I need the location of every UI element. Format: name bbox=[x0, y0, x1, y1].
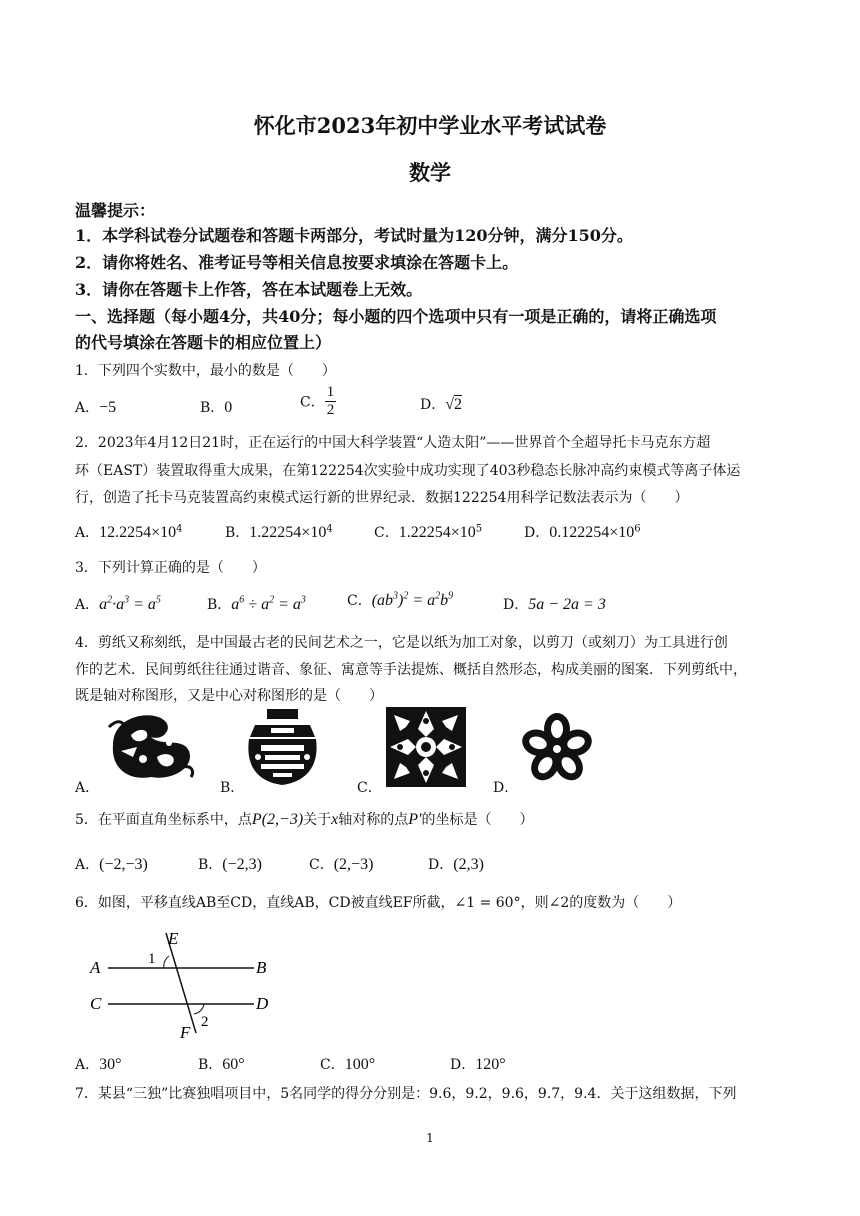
q6-option-c bbox=[320, 1054, 375, 1074]
q3-option-b: B．$a^6 \div a^2 = a^3$ bbox=[207, 594, 306, 613]
option-label: C． bbox=[320, 1057, 345, 1073]
q5-option-d bbox=[428, 854, 484, 874]
option-label: C． bbox=[347, 593, 372, 609]
label-angle-1: 1 bbox=[148, 951, 156, 967]
line-ef bbox=[166, 933, 196, 1033]
label-angle-2: 2 bbox=[201, 1014, 209, 1030]
q5-d-value: (2,3) bbox=[453, 856, 484, 873]
label-b: B bbox=[256, 958, 267, 977]
tip-1: 1．本学科试卷分试题卷和答题卡两部分，考试时量为120分钟，满分150分。 bbox=[75, 226, 633, 245]
section1-line1: 一、选择题（每小题4分，共40分；每小题的四个选项中只有一项是正确的，请将正确选项 bbox=[75, 307, 717, 326]
denominator: 2 bbox=[326, 402, 335, 418]
q4-option-a-label: A． bbox=[75, 780, 100, 796]
q6-a-value: 30° bbox=[99, 1056, 122, 1073]
label-f: F bbox=[180, 1023, 191, 1042]
q1-stem: 1．下列四个实数中，最小的数是（ ） bbox=[75, 363, 336, 379]
q2-option-b bbox=[225, 522, 333, 542]
q2-line3: 行，创造了托卡马克装置高约束模式运行新的世界纪录．数据122254用科学记数法表示为（ ） bbox=[75, 490, 689, 506]
q5-post: 的坐标是（ ） bbox=[421, 812, 534, 828]
q5-option-c bbox=[309, 854, 373, 874]
q3-option-c: C．$(ab^3)^2 = a^2b^9$ bbox=[347, 590, 454, 609]
option-label: C． bbox=[300, 394, 325, 411]
q4-option-d-label: D． bbox=[493, 780, 519, 796]
q1-option-d bbox=[420, 394, 462, 414]
q6-option-b bbox=[198, 1054, 245, 1074]
sqrt-symbol: √ bbox=[445, 396, 455, 413]
q1-b-value: 0 bbox=[224, 399, 233, 416]
q3-option-d bbox=[503, 594, 606, 614]
option-label: B． bbox=[207, 597, 232, 613]
papercut-image-d bbox=[522, 712, 592, 784]
q5-a-value: (−2,−3) bbox=[99, 856, 148, 873]
q5-point2: P′ bbox=[408, 811, 422, 828]
option-label: A． bbox=[75, 857, 100, 873]
tip-3: 3．请你在答题卡上作答，答在本试题卷上无效。 bbox=[75, 280, 423, 299]
option-label: B． bbox=[198, 857, 223, 873]
option-label: C． bbox=[309, 857, 334, 873]
option-label: D． bbox=[420, 397, 446, 413]
q2-d-exp: 6 bbox=[634, 523, 641, 535]
q4-line3: 既是轴对称图形，又是中心对称图形的是（ ） bbox=[75, 688, 383, 704]
q5-pre: 5．在平面直角坐标系中，点 bbox=[75, 812, 252, 828]
q5-option-b bbox=[198, 854, 262, 874]
q3-option-a: A．$a^2\cdot a^3 = a^5$ bbox=[75, 594, 161, 613]
q4-option-c-label: C． bbox=[357, 780, 382, 796]
option-label: D． bbox=[503, 597, 529, 613]
option-label: A． bbox=[75, 1057, 100, 1073]
angle-2-arc bbox=[194, 1004, 204, 1014]
q2-a-exp: 4 bbox=[176, 523, 183, 535]
option-label: D． bbox=[450, 1057, 476, 1073]
q5-axis: x bbox=[331, 811, 339, 828]
option-label: A． bbox=[75, 597, 100, 613]
q4-line1: 4．剪纸又称刻纸，是中国最古老的民间艺术之一，它是以纸为加工对象，以剪刀（或刻刀）为工具进行创 bbox=[75, 635, 728, 651]
label-c: C bbox=[90, 994, 102, 1013]
q1-option-b bbox=[200, 397, 232, 417]
papercut-image-c bbox=[386, 707, 466, 787]
q4-line2: 作的艺术．民间剪纸往往通过谐音、象征、寓意等手法提炼、概括自然形态，构成美丽的图案．下列剪纸中， bbox=[75, 662, 747, 678]
q3-d-expr: 5a − 2a = 3 bbox=[528, 596, 606, 613]
exam-title: 怀化市2023年初中学业水平考试试卷 bbox=[253, 113, 607, 138]
q1-a-value: −5 bbox=[99, 399, 117, 416]
subject-title: 数学 bbox=[409, 160, 451, 185]
q5-stem bbox=[75, 809, 534, 829]
q5-mid2: 轴对称的点 bbox=[338, 812, 409, 828]
q2-c-exp: 5 bbox=[475, 523, 483, 535]
tips-heading: 温馨提示： bbox=[75, 201, 156, 220]
q5-b-value: (−2,3) bbox=[222, 856, 262, 873]
label-d: D bbox=[256, 994, 269, 1013]
q6-d-value: 120° bbox=[475, 1056, 506, 1073]
section1-line2: 的代号填涂在答题卡的相应位置上） bbox=[75, 333, 332, 352]
q1-option-a bbox=[75, 397, 116, 417]
q2-option-c bbox=[374, 522, 482, 542]
page-number: 1 bbox=[426, 1131, 434, 1145]
q4-option-b-label: B． bbox=[220, 780, 245, 796]
q6-stem: 6．如图，平移直线AB至CD，直线AB，CD被直线EF所截，∠1 = 60°，则∠2的度数为（ ） bbox=[75, 895, 682, 911]
q6-option-a bbox=[75, 1054, 122, 1074]
angle-1-arc bbox=[164, 956, 169, 968]
q6-option-d bbox=[450, 1054, 506, 1074]
q2-option-a bbox=[75, 522, 183, 542]
q5-option-a bbox=[75, 854, 148, 874]
option-label: A． bbox=[75, 525, 100, 541]
q6-b-value: 60° bbox=[222, 1056, 245, 1073]
q6-figure bbox=[86, 928, 286, 1044]
q2-c-base: 1.22254×10 bbox=[398, 524, 476, 541]
q6-c-value: 100° bbox=[344, 1056, 376, 1073]
q1-d-radicand: 2 bbox=[454, 396, 463, 413]
option-label: D． bbox=[524, 525, 550, 541]
papercut-image-a bbox=[103, 707, 199, 783]
q1-c-fraction bbox=[325, 384, 337, 419]
q1-option-c bbox=[300, 384, 336, 419]
q3-stem: 3．下列计算正确的是（ ） bbox=[75, 560, 266, 576]
q2-d-base: 0.122254×10 bbox=[549, 524, 635, 541]
option-label: B． bbox=[225, 525, 250, 541]
tip-2: 2．请你将姓名、准考证号等相关信息按要求填涂在答题卡上。 bbox=[75, 253, 519, 272]
q2-a-base: 12.2254×10 bbox=[99, 524, 177, 541]
q2-b-base: 1.22254×10 bbox=[249, 524, 327, 541]
option-label: D． bbox=[428, 857, 454, 873]
option-label: B． bbox=[200, 400, 225, 416]
q5-point: P(2,−3) bbox=[251, 811, 304, 828]
numerator: 1 bbox=[326, 384, 335, 400]
option-label: C． bbox=[374, 525, 399, 541]
label-a: A bbox=[90, 958, 101, 977]
papercut-image-b bbox=[245, 707, 320, 787]
q5-mid: 关于 bbox=[303, 812, 332, 828]
q2-line2: 环（EAST）装置取得重大成果，在第122254次实验中成功实现了403秒稳态长脉冲高约束模式等离子体运 bbox=[75, 463, 741, 479]
q2-option-d bbox=[524, 522, 641, 542]
label-e: E bbox=[168, 929, 179, 948]
option-label: A． bbox=[75, 400, 100, 416]
q2-b-exp: 4 bbox=[326, 523, 333, 535]
option-label: B． bbox=[198, 1057, 223, 1073]
q7-stem: 7．某县“三独”比赛独唱项目中，5名同学的得分分别是：9.6，9.2，9.6，9.7，9.4．关于这组数据，下列 bbox=[75, 1086, 737, 1102]
q2-line1: 2．2023年4月12日21时，正在运行的中国大科学装置“人造太阳”——世界首个全超导托卡马克东方超 bbox=[75, 435, 711, 451]
q5-c-value: (2,−3) bbox=[333, 856, 374, 873]
